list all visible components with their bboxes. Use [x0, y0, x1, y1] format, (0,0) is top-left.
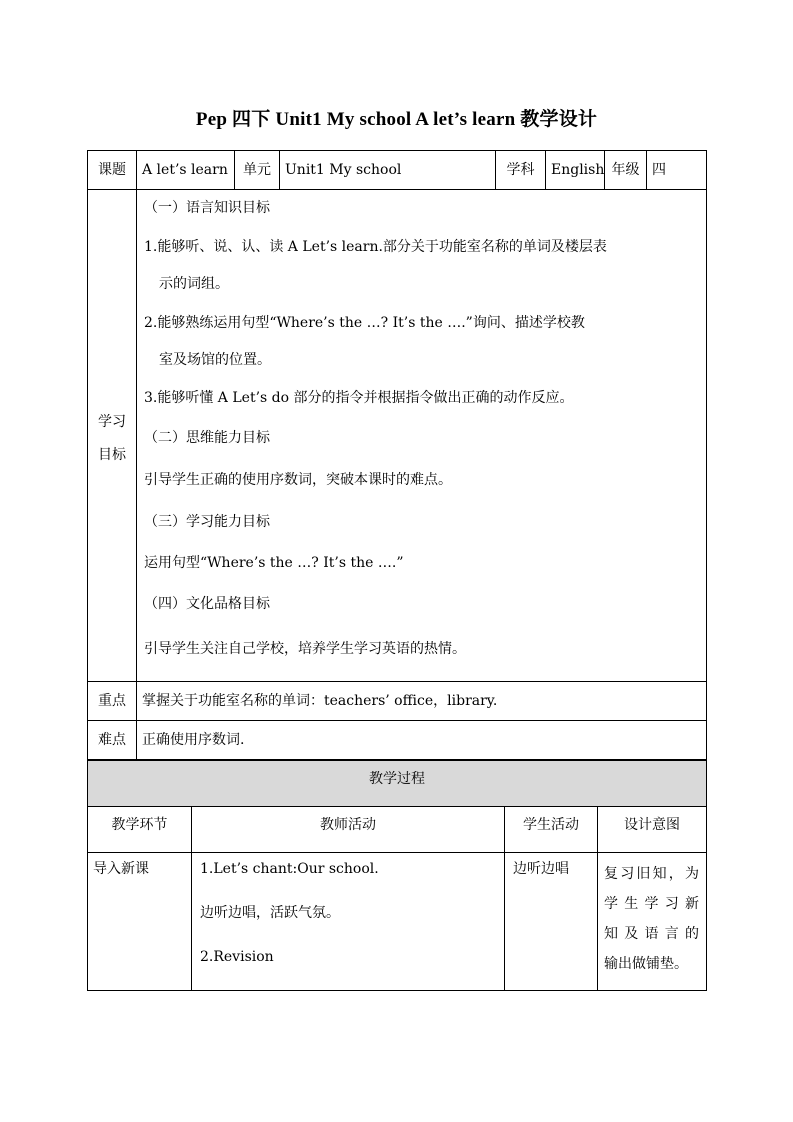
goals-label-line2: 目标	[98, 446, 126, 463]
goal-section3-text: 运用句型“Where’s the …? It’s the ….”	[144, 555, 404, 571]
key-point-label: 重点	[88, 682, 137, 721]
goal-section4-text: 引导学生关注自己学校，培养学生学习英语的热情。	[144, 641, 466, 657]
teacher-activity-line3: 2.Revision	[200, 949, 274, 965]
intent-line4: 输出做铺垫。	[604, 956, 688, 972]
goal-item2-line1: 2.能够熟练运用句型“Where’s the …? It’s the ….”询问、描述学校教	[144, 315, 585, 331]
intent-line2: 学生学习新	[604, 896, 701, 912]
column-student-activity: 学生活动	[505, 807, 598, 853]
goal-item1-line2: 示的词组。	[159, 276, 229, 292]
process-design-intent	[598, 853, 707, 991]
process-heading: 教学过程	[88, 761, 707, 807]
goal-section3-heading: （三）学习能力目标	[144, 514, 270, 530]
intent-line3: 知及语言的	[604, 926, 701, 942]
goals-label-line1: 学习	[98, 413, 126, 430]
subject-value: English	[546, 151, 605, 190]
column-design-intent: 设计意图	[598, 807, 707, 853]
goals-content	[137, 190, 707, 682]
process-stage: 导入新课	[88, 853, 192, 991]
subject-label: 学科	[496, 151, 546, 190]
goal-item2-line2: 室及场馆的位置。	[159, 352, 271, 368]
intent-line1: 复习旧知，为	[604, 866, 701, 882]
teaching-process-table	[87, 760, 707, 991]
goals-row	[88, 190, 707, 682]
grade-value: 四	[647, 151, 707, 190]
goal-section1-heading: （一）语言知识目标	[144, 200, 270, 216]
column-stage: 教学环节	[88, 807, 192, 853]
goal-item1-line1: 1.能够听、说、认、读 A Let’s learn.部分关于功能室名称的单词及楼层表	[144, 239, 607, 255]
goal-section4-heading: （四）文化品格目标	[144, 596, 270, 612]
process-row	[88, 853, 707, 991]
lesson-value: A let’s learn	[137, 151, 235, 190]
goal-section2-text: 引导学生正确的使用序数词，突破本课时的难点。	[144, 472, 452, 488]
document-title: Pep 四下 Unit1 My school A let’s learn 教学设计	[195, 109, 598, 130]
lesson-info-table	[87, 150, 707, 760]
difficulty-label: 难点	[88, 721, 137, 760]
goal-item3: 3.能够听懂 A Let’s do 部分的指令并根据指令做出正确的动作反应。	[144, 390, 574, 406]
grade-label: 年级	[605, 151, 647, 190]
goals-label	[88, 190, 137, 682]
difficulty-text: 正确使用序数词.	[137, 721, 707, 760]
goal-section2-heading: （二）思维能力目标	[144, 430, 270, 446]
process-heading-row	[88, 761, 707, 807]
key-point-text: 掌握关于功能室名称的单词：teachers’ office，library.	[137, 682, 707, 721]
process-teacher-activity	[192, 853, 505, 991]
unit-label: 单元	[235, 151, 280, 190]
key-point-row	[88, 682, 707, 721]
process-columns-row	[88, 807, 707, 853]
unit-value: Unit1 My school	[280, 151, 496, 190]
process-student-activity: 边听边唱	[505, 853, 598, 991]
teacher-activity-line1: 1.Let’s chant:Our school.	[200, 861, 379, 877]
lesson-label: 课题	[88, 151, 137, 190]
difficulty-row	[88, 721, 707, 760]
lesson-info-row	[88, 151, 707, 190]
teacher-activity-line2: 边听边唱，活跃气氛。	[200, 905, 340, 921]
column-teacher-activity: 教师活动	[192, 807, 505, 853]
